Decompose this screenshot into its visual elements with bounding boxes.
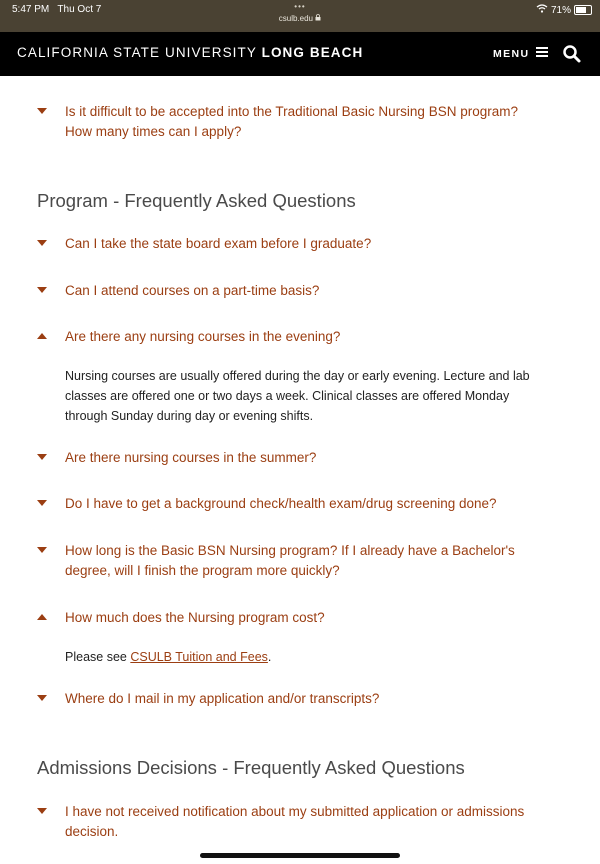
faq-answer-cost [65, 647, 535, 667]
program-faq-heading: Program - Frequently Asked Questions [37, 190, 356, 211]
status-bar [0, 0, 600, 32]
lock-icon [315, 14, 321, 23]
logo-bold-text: LONG BEACH [261, 45, 364, 60]
faq-question[interactable]: How long is the Basic BSN Nursing program? If I already have a Bachelor's degree, will I finish the program more quickly? [65, 543, 515, 578]
faq-question[interactable]: Can I take the state board exam before I graduate? [65, 236, 372, 251]
chevron-down-icon [37, 808, 47, 814]
tuition-fees-link[interactable]: CSULB Tuition and Fees [130, 650, 268, 664]
chevron-down-icon [37, 547, 47, 553]
hamburger-icon [536, 47, 548, 60]
time-text: 5:47 PM [12, 4, 50, 15]
battery-percent: 71% [550, 4, 571, 16]
battery-icon [574, 5, 592, 15]
menu-label: MENU [493, 47, 530, 60]
url-text: csulb.edu [278, 14, 313, 23]
faq-question[interactable]: Where do I mail in my application and/or transcripts? [65, 691, 380, 706]
home-indicator[interactable] [200, 853, 400, 858]
faq-question[interactable]: Are there nursing courses in the summer? [65, 450, 317, 465]
tab-dots-icon[interactable]: ••• [294, 2, 306, 11]
chevron-down-icon [37, 287, 47, 293]
chevron-down-icon [37, 240, 47, 246]
faq-question[interactable]: Can I attend courses on a part-time basis? [65, 283, 320, 298]
chevron-up-icon [37, 614, 47, 620]
search-icon [562, 51, 582, 68]
site-header [0, 32, 600, 76]
date-text: Thu Oct 7 [57, 4, 102, 15]
search-button[interactable] [562, 44, 584, 66]
admissions-faq-heading: Admissions Decisions - Frequently Asked Questions [37, 757, 465, 778]
main-content [0, 76, 600, 864]
wifi-icon [536, 4, 548, 16]
status-right [536, 4, 592, 16]
chevron-down-icon [37, 454, 47, 460]
faq-question[interactable]: I have not received notification about my submitted application or admissions decision. [65, 804, 525, 839]
faq-question[interactable]: Do I have to get a background check/health exam/drug screening done? [65, 496, 497, 511]
faq-question[interactable]: How much does the Nursing program cost? [65, 610, 325, 625]
faq-answer-evening: Nursing courses are usually offered during the day or early evening. Lecture and lab classes are offered one or two days a week. Clinical classes are offered Monday through Sunday during day or evening shifts. [65, 369, 530, 423]
answer-prefix: Please see [65, 650, 131, 664]
chevron-down-icon [37, 108, 47, 114]
answer-suffix: . [267, 650, 272, 664]
faq-question[interactable]: Is it difficult to be accepted into the Traditional Basic Nursing BSN program? How many times can I apply? [65, 104, 518, 139]
menu-button[interactable] [493, 47, 548, 60]
chevron-down-icon [37, 500, 47, 506]
faq-question[interactable]: Are there any nursing courses in the evening? [65, 329, 341, 344]
url-bar[interactable] [0, 14, 600, 23]
logo-regular-text: CALIFORNIA STATE UNIVERSITY [17, 45, 257, 60]
chevron-down-icon [37, 695, 47, 701]
chevron-up-icon [37, 333, 47, 339]
university-logo[interactable] [17, 45, 363, 60]
